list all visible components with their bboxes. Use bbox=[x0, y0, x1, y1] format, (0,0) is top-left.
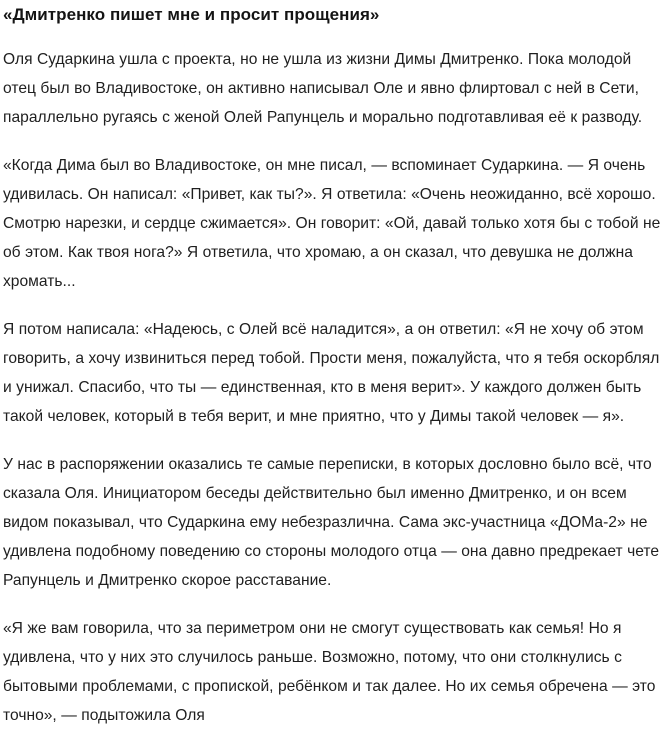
article-body bbox=[3, 45, 662, 730]
page-title: «Дмитренко пишет мне и просит прощения» bbox=[3, 5, 380, 24]
article-paragraph: Я потом написала: «Надеюсь, с Олей всё наладится», а он ответил: «Я не хочу об этом говорить, а хочу извиниться перед тобой. Прости меня, пожалуйста, что я тебя оскорблял и унижал. Спасибо, что ты — единственная, кто в меня верит». У каждого должен быть такой человек, который в тебя верит, и мне приятно, что у Димы такой человек — я». bbox=[3, 321, 660, 425]
article-paragraph: У нас в распоряжении оказались те самые переписки, в которых дословно было всё, что сказала Оля. Инициатором беседы действительно был именно Дмитренко, и он всем видом показывал, что Сударкина ему небезразлична. Сама экс-участница «ДОМа-2» не удивлена подобному поведению со стороны молодого отца — она давно предрекает чете Рапунцель и Дмитренко скорое расставание. bbox=[3, 456, 660, 589]
article-paragraph: «Я же вам говорила, что за периметром они не смогут существовать как семья! Но я удивлена, что у них это случилось раньше. Возможно, потому, что они столкнулись с бытовыми проблемами, с пропиской, ребёнком и так далее. Но их семья обречена — это точно», — подытожила Оля bbox=[3, 620, 656, 724]
article-paragraph: Оля Сударкина ушла с проекта, но не ушла из жизни Димы Дмитренко. Пока молодой отец был во Владивостоке, он активно написывал Оле и явно флиртовал с ней в Сети, параллельно ругаясь с женой Олей Рапунцель и морально подготавливая её к разводу. bbox=[3, 51, 643, 126]
article-paragraph: «Когда Дима был во Владивостоке, он мне писал, — вспоминает Сударкина. — Я очень удивилась. Он написал: «Привет, как ты?». Я ответила: «Очень неожиданно, всё хорошо. Смотрю нарезки, и сердце сжимается». Он говорит: «Ой, давай только хотя бы с тобой не об этом. Как твоя нога?» Я ответила, что хромаю, а он сказал, что девушка не должна хромать... bbox=[3, 157, 661, 290]
